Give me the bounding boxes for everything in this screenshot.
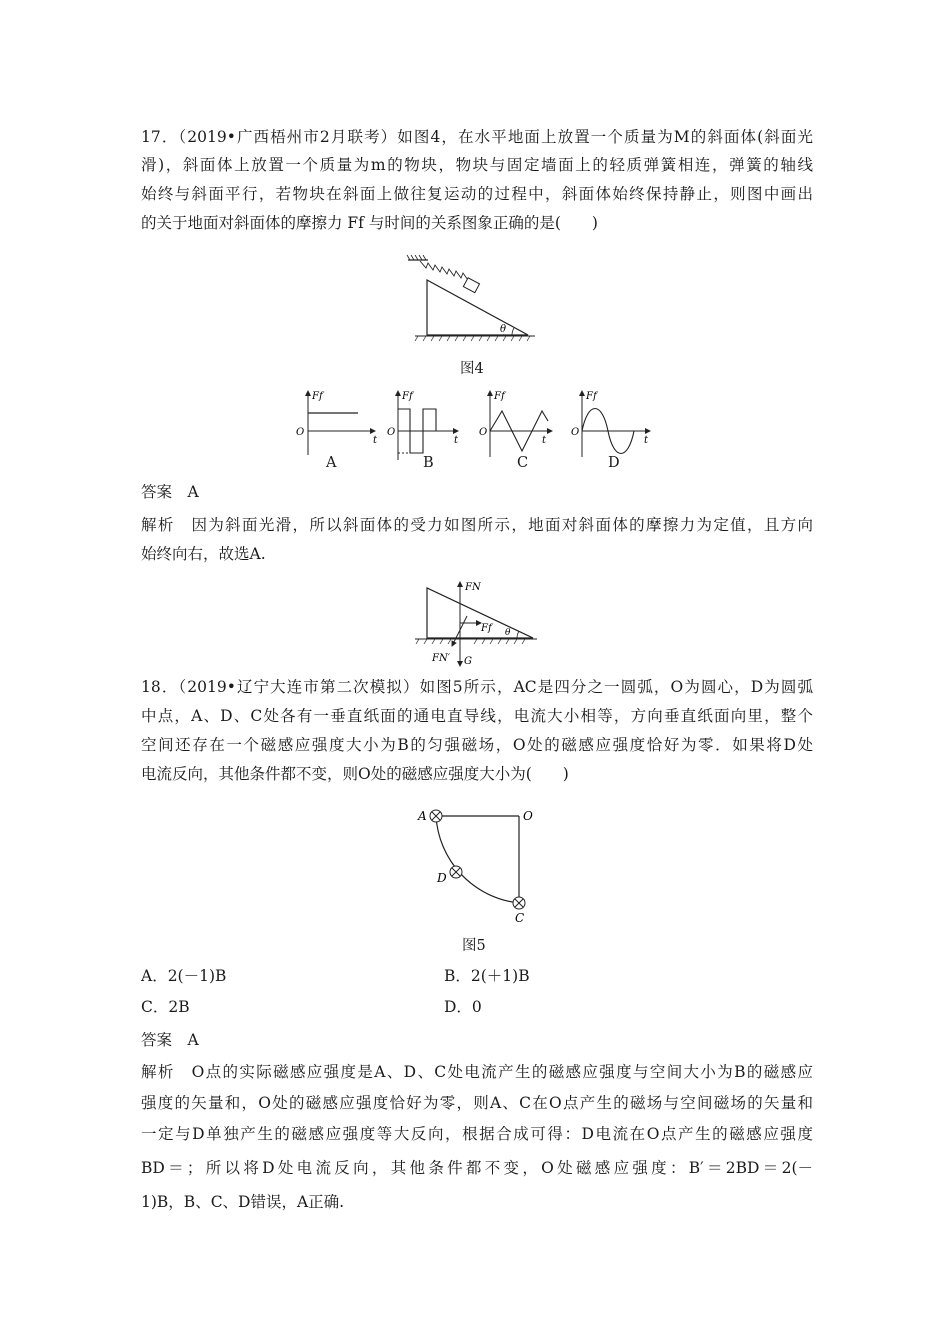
- graph-c-x-label: t: [542, 435, 547, 446]
- q17-line-2: 滑)，斜面体上放置一个质量为m的物块，物块与固定墙面上的轻质弹簧相连，弹簧的轴线: [141, 156, 813, 174]
- figure-5-caption: 图5: [462, 938, 486, 954]
- graph-b-origin: O: [387, 427, 396, 438]
- q18-answer: 答案 A: [141, 1031, 199, 1049]
- label-g: G: [464, 656, 472, 667]
- q18-analysis-3: 一定与D单独产生的磁感应强度等大反向，根据合成可得：D电流在O点产生的磁感应强度: [141, 1125, 813, 1143]
- q18-line-2: 中点，A、D、C处各有一垂直纸面的通电直导线，电流大小相等，方向垂直纸面向里，整个: [141, 707, 813, 725]
- force-diagram: [415, 578, 540, 670]
- graph-a-x-label: t: [373, 435, 378, 446]
- graph-b-y-label: Ff: [402, 391, 413, 402]
- q18-analysis-5: 1)B，B、C、D错误，A正确.: [141, 1193, 345, 1211]
- label-ff: Ff: [481, 623, 492, 634]
- choice-b: B．2(＋1)B: [444, 967, 530, 985]
- graph-c: [479, 391, 552, 457]
- q18-line-3: 空间还存在一个磁感应强度大小为B的匀强磁场，O处的磁感应强度恰好为零．如果将D处: [141, 736, 813, 754]
- figure-4-incline: [400, 255, 540, 350]
- option-label-c: C: [517, 455, 529, 471]
- point-c: C: [515, 911, 525, 925]
- graph-b-x-label: t: [454, 435, 459, 446]
- graph-d-y-label: Ff: [586, 391, 597, 402]
- graph-a-origin: O: [296, 427, 305, 438]
- option-label-b: B: [423, 455, 434, 471]
- choice-c: C．2B: [141, 998, 190, 1016]
- q18-line-1: 18．（2019•辽宁大连市第二次模拟）如图5所示，AC是四分之一圆弧，O为圆心，D为圆弧: [141, 678, 813, 696]
- q18-analysis-4: BD＝；所以将D处电流反向，其他条件都不变，O处磁感应强度：B′＝2BD＝2(－: [141, 1159, 813, 1177]
- option-label-a: A: [326, 455, 337, 471]
- label-fn-prime: FN′: [432, 653, 450, 664]
- q17-analysis-1: 解析 因为斜面光滑，所以斜面体的受力如图所示，地面对斜面体的摩擦力为定值，且方向: [141, 516, 813, 534]
- q17-line-3: 始终与斜面平行，若物块在斜面上做往复运动的过程中，斜面体始终保持静止，则图中画出: [141, 185, 813, 203]
- q18-line-4: 电流反向，其他条件都不变，则O处的磁感应强度大小为( ): [141, 765, 569, 783]
- graph-a-y-label: Ff: [312, 391, 323, 402]
- figure-4-caption: 图4: [460, 361, 484, 377]
- q17-line-1: 17．（2019•广西梧州市2月联考）如图4，在水平地面上放置一个质量为M的斜面体(斜面光: [141, 128, 813, 146]
- figure-5-arc: [410, 800, 550, 925]
- q17-answer: 答案 A: [141, 483, 199, 501]
- choice-d: D．0: [444, 998, 482, 1016]
- theta-label: θ: [500, 324, 507, 335]
- label-fn: FN: [465, 582, 481, 593]
- q17-analysis-2: 始终向右，故选A.: [141, 545, 266, 563]
- graph-a: [296, 391, 378, 455]
- graph-c-origin: O: [479, 427, 488, 438]
- q18-analysis-2: 强度的矢量和，O处的磁感应强度恰好为零，则A、C在O点产生的磁场与空间磁场的矢量和: [141, 1094, 813, 1112]
- q18-analysis-1: 解析 O点的实际磁感应强度是A、D、C处电流产生的磁感应强度与空间大小为B的磁感应: [141, 1063, 813, 1081]
- force-theta: θ: [505, 628, 511, 638]
- option-label-d: D: [608, 455, 620, 471]
- graph-d-x-label: t: [644, 435, 649, 446]
- graph-b: [387, 391, 459, 460]
- point-a: A: [418, 809, 427, 823]
- point-d: D: [437, 871, 447, 885]
- choice-a: A．2(－1)B: [141, 967, 227, 985]
- point-o: O: [523, 809, 533, 823]
- q17-line-4: 的关于地面对斜面体的摩擦力 Ff 与时间的关系图象正确的是( ): [141, 214, 598, 232]
- option-graphs: [290, 385, 660, 470]
- graph-c-y-label: Ff: [494, 391, 505, 402]
- graph-d: [571, 391, 650, 457]
- graph-d-origin: O: [571, 427, 580, 438]
